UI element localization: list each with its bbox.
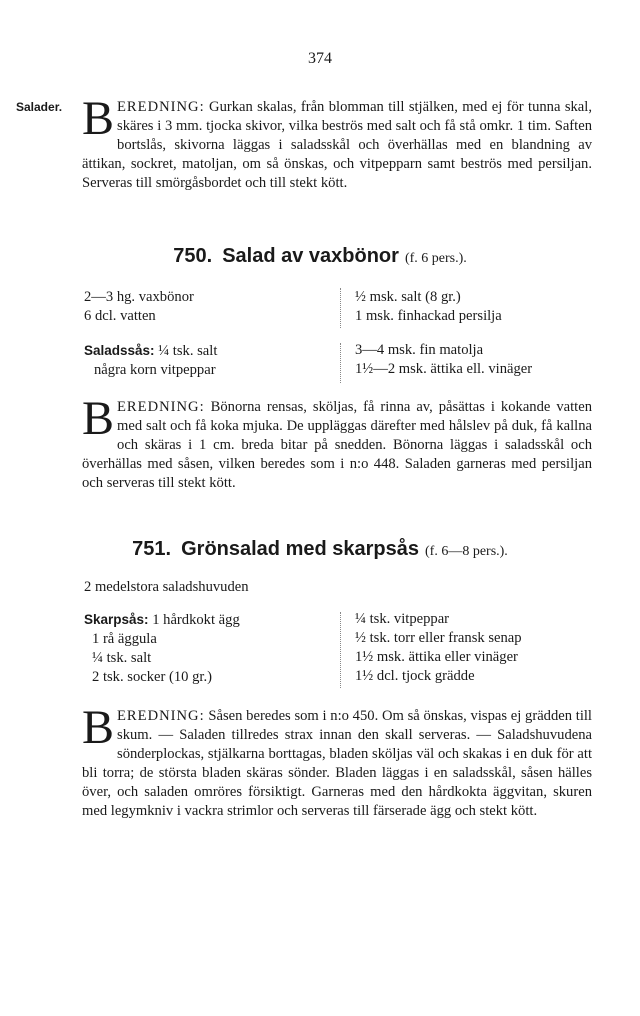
intro-paragraph bbox=[82, 92, 592, 193]
ingredient: ¼ tsk. salt bbox=[154, 343, 218, 359]
sauce-label: Saladssås: bbox=[84, 343, 155, 358]
ingredient: 2 tsk. socker (10 gr.) bbox=[92, 669, 212, 685]
ingredient: 6 dcl. vatten bbox=[84, 308, 156, 324]
margin-label: Salader. bbox=[16, 100, 63, 114]
ingredient: 1½ msk. ättika eller vinäger bbox=[355, 649, 518, 665]
sauce-label: Skarpsås: bbox=[84, 612, 149, 627]
recipe-750-method bbox=[82, 392, 592, 493]
recipe-servings: (f. 6—8 pers.). bbox=[425, 544, 508, 559]
sauce-ingredients-right bbox=[355, 610, 522, 686]
ingredients-left bbox=[84, 288, 194, 326]
column-separator bbox=[340, 288, 341, 328]
recipe-title: Salad av vaxbönor bbox=[222, 245, 399, 267]
recipe-751-heading bbox=[0, 538, 640, 561]
ingredient: 1½ dcl. tjock grädde bbox=[355, 668, 475, 684]
ingredients-right bbox=[355, 288, 502, 326]
ingredient: 1 rå äggula bbox=[92, 631, 157, 647]
sauce-ingredients-right bbox=[355, 341, 532, 379]
column-separator bbox=[340, 612, 341, 688]
ingredient: 1½—2 msk. ättika ell. vinäger bbox=[355, 361, 533, 377]
ingredient: ¼ tsk. salt bbox=[92, 650, 152, 666]
method-label: EREDNING: bbox=[117, 99, 205, 115]
ingredient: ¼ tsk. vitpeppar bbox=[355, 611, 450, 627]
column-separator bbox=[340, 343, 341, 383]
recipe-751-method bbox=[82, 701, 592, 821]
method-label: EREDNING: bbox=[117, 708, 205, 724]
ingredient: 2—3 hg. vaxbönor bbox=[84, 289, 194, 305]
drop-cap: B bbox=[82, 701, 115, 754]
method-text: Bönorna rensas, sköljas, få rinna av, påsättas i kokande vatten med salt och få koka mjuka. De uppläggas därefter med hålslev på duk, få kallna och skäras i 1 cm. breda bitar på snedden. Bönorna läggas i saladsskål och överhällas med såsen, vilken beredes som i n:o 448. Saladen garneras med persiljan och serveras till stekt kött. bbox=[82, 399, 592, 491]
recipe-servings: (f. 6 pers.). bbox=[404, 251, 467, 266]
ingredient: ½ msk. salt (8 gr.) bbox=[355, 289, 461, 305]
sauce-ingredients-left bbox=[84, 610, 240, 687]
ingredient: 3—4 msk. fin matolja bbox=[355, 342, 484, 358]
ingredient: 1 msk. finhackad persilja bbox=[355, 308, 502, 324]
drop-cap: B bbox=[82, 392, 115, 445]
main-ingredient: 2 medelstora saladshuvuden bbox=[84, 579, 249, 595]
ingredient: 1 hårdkokt ägg bbox=[148, 612, 240, 628]
recipe-number: 751. bbox=[132, 538, 172, 560]
ingredient: ½ tsk. torr eller fransk senap bbox=[355, 630, 522, 646]
method-text: Gurkan skalas, från blomman till stjälken, med ej för tunna skal, skäres i 3 mm. tjocka skivor, vilka beströs med salt och få stå omkr. 1 tim. Saften bortslås, skivorna läggas i saladsskål och överhällas med en blandning av ättikan, sockret, matoljan, om så önskas, och vitpepparn samt beströs med persiljan. Serveras till smörgåsbordet och till stekt kött. bbox=[82, 99, 592, 191]
ingredient: några korn vitpeppar bbox=[94, 362, 216, 378]
method-label: EREDNING: bbox=[117, 399, 205, 415]
recipe-750-heading bbox=[0, 245, 640, 268]
sauce-ingredients-left bbox=[84, 341, 217, 380]
recipe-number: 750. bbox=[173, 245, 213, 267]
recipe-title: Grönsalad med skarpsås bbox=[181, 538, 419, 560]
method-text: Såsen beredes som i n:o 450. Om så önskas, vispas ej grädden till skum. — Saladen tillredes strax innan den skall serveras. — Saladshuvudena sönderplockas, stjälkarna borttagas, bladen sköljas väl och skakas i en duk för att bli torra; de största bladen skäras sönder. Bladen läggas i en saladsskål, såsen hälles över, och saladen omröres försiktigt. Garneras med den hårdkokta äggvitan, skuren med legymkniv i vackra strimlor och serveras till färserade ägg och stekt kött. bbox=[82, 708, 592, 819]
drop-cap: B bbox=[82, 92, 115, 145]
page-number: 374 bbox=[308, 50, 332, 67]
